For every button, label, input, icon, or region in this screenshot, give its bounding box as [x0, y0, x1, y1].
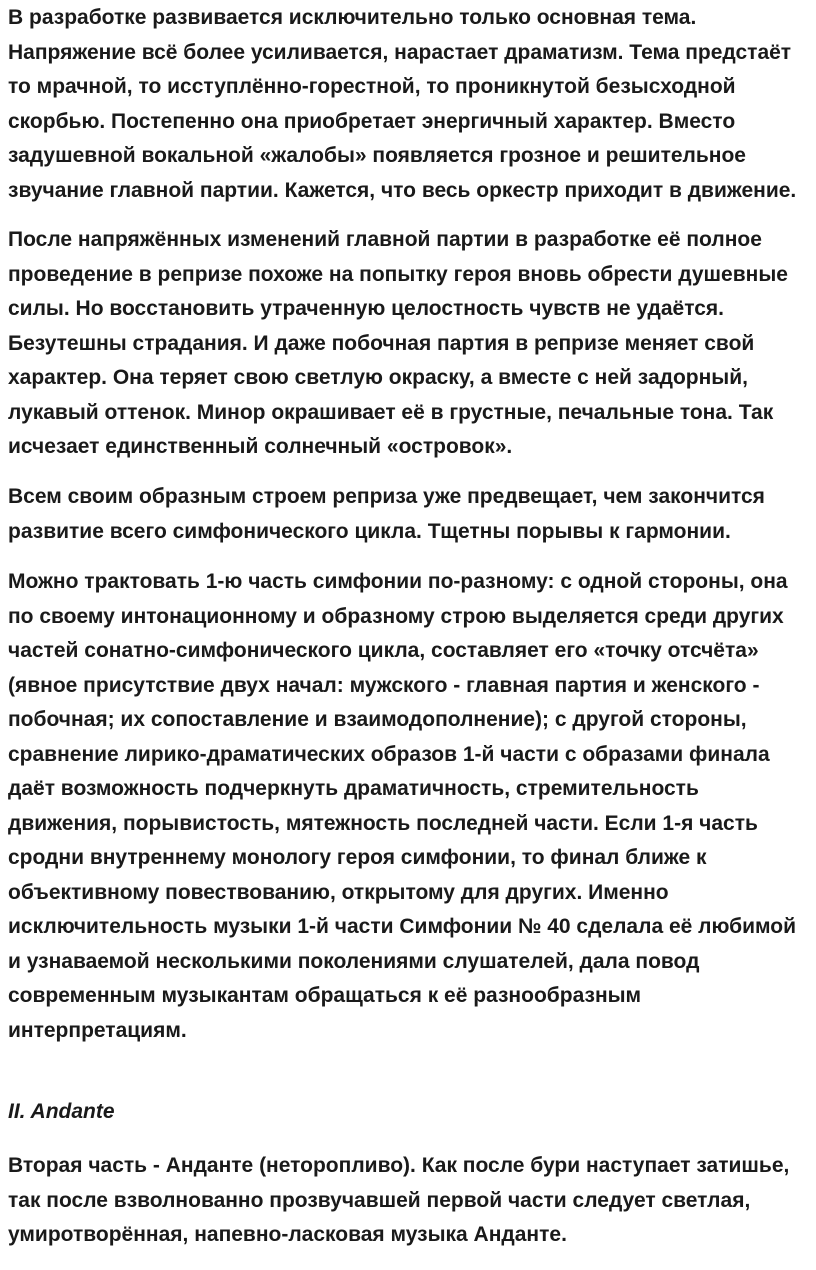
- paragraph-andante-intro: Вторая часть - Анданте (неторопливо). Как после бури наступает затишье, так после взволнованно прозвучавшей первой части следует светлая, умиротворённая, напевно-ласковая музыка Анданте.: [8, 1154, 790, 1246]
- section-heading-andante: II. Andante: [8, 1100, 115, 1123]
- paragraph-recapitulation: После напряжённых изменений главной партии в разработке её полное проведение в репризе похоже на попытку героя вновь обрести душевные силы. Но восстановить утраченную целостность чувств не удаётся. Безутешны страдания. И даже побочная партия в репризе меняет свой характер. Она теряет свою светлую окраску, а вместе с ней задорный, лукавый оттенок. Минор окрашивает её в грустные, печальные тона. Так исчезает единственный солнечный «островок».: [8, 228, 788, 458]
- paragraph-interpretation: Можно трактовать 1-ю часть симфонии по-разному: с одной стороны, она по своему интонационному и образному строю выделяется среди других частей сонатно-симфонического цикла, составляет его «точку отсчёта» (явное присутствие двух начал: мужского - главная партия и женского - побочная; их сопоставление и взаимодополнение); с другой стороны, сравнение лирико-драматических образов 1-й части с образами финала даёт возможность подчеркнуть драматичность, стремительность движения, порывистость, мятежность последней части. Если 1-я часть сродни внутреннему монологу героя симфонии, то финал ближе к объективному повествованию, открытому для других. Именно исключительность музыки 1-й части Симфонии № 40 сделала её любимой и узнаваемой несколькими поколениями слушателей, дала повод современным музыкантам обращаться к её разнообразным интерпретациям.: [8, 570, 797, 1042]
- paragraph-development: В разработке развивается исключительно только основная тема. Напряжение всё более усиливается, нарастает драматизм. Тема предстаёт то мрачной, то исступлённо-горестной, то проникнутой безысходной скорбью. Постепенно она приобретает энергичный характер. Вместо задушевной вокальной «жалобы» появляется грозное и решительное звучание главной партии. Кажется, что весь оркестр приходит в движение.: [8, 6, 797, 202]
- paragraph-foreshadowing: Всем своим образным строем реприза уже предвещает, чем закончится развитие всего симфонического цикла. Тщетны порывы к гармонии.: [8, 485, 765, 543]
